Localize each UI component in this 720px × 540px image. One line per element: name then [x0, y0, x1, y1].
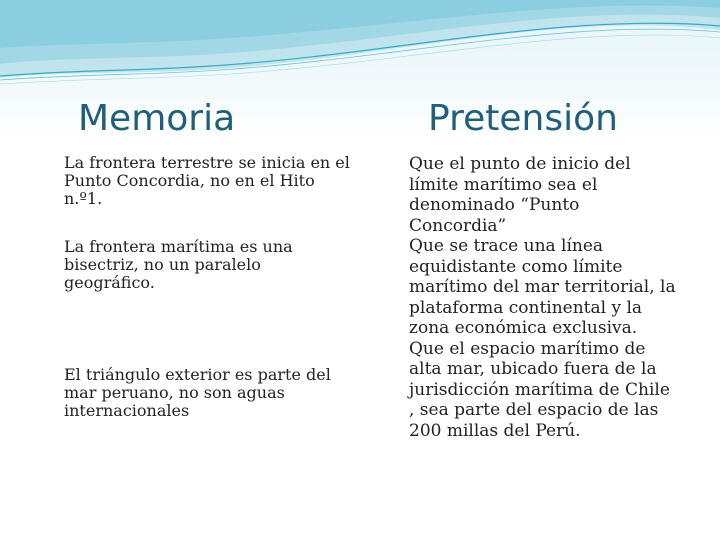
list-item	[44, 366, 354, 420]
list-item	[380, 154, 680, 236]
decorative-wave-header	[0, 0, 720, 90]
list-item-text: Que el punto de inicio del límite marítimo sea el denominado “Punto Concordia”	[409, 154, 631, 236]
list-item	[44, 154, 354, 208]
list-item-text: El triángulo exterior es parte del mar peruano, no son aguas internacionales	[64, 365, 331, 420]
list-item-text: Que se trace una línea equidistante como límite marítimo del mar territorial, la plataforma continental y la zona económica exclusiva.	[409, 236, 676, 338]
memoria-title: Memoria	[78, 98, 236, 139]
list-item	[380, 339, 680, 442]
list-item	[44, 238, 354, 292]
list-item	[380, 236, 680, 339]
pretension-title: Pretensión	[428, 98, 618, 139]
list-item-text: La frontera marítima es una bisectriz, no un paralelo geográfico.	[64, 237, 293, 292]
pretension-list	[380, 154, 680, 441]
list-item-text: Que el espacio marítimo de alta mar, ubicado fuera de la jurisdicción marítima de Chile , sea parte del espacio de las 200 millas del Perú.	[409, 338, 670, 441]
list-item-text: La frontera terrestre se inicia en el Punto Concordia, no en el Hito n.º1.	[64, 153, 350, 208]
memoria-list	[44, 154, 354, 420]
